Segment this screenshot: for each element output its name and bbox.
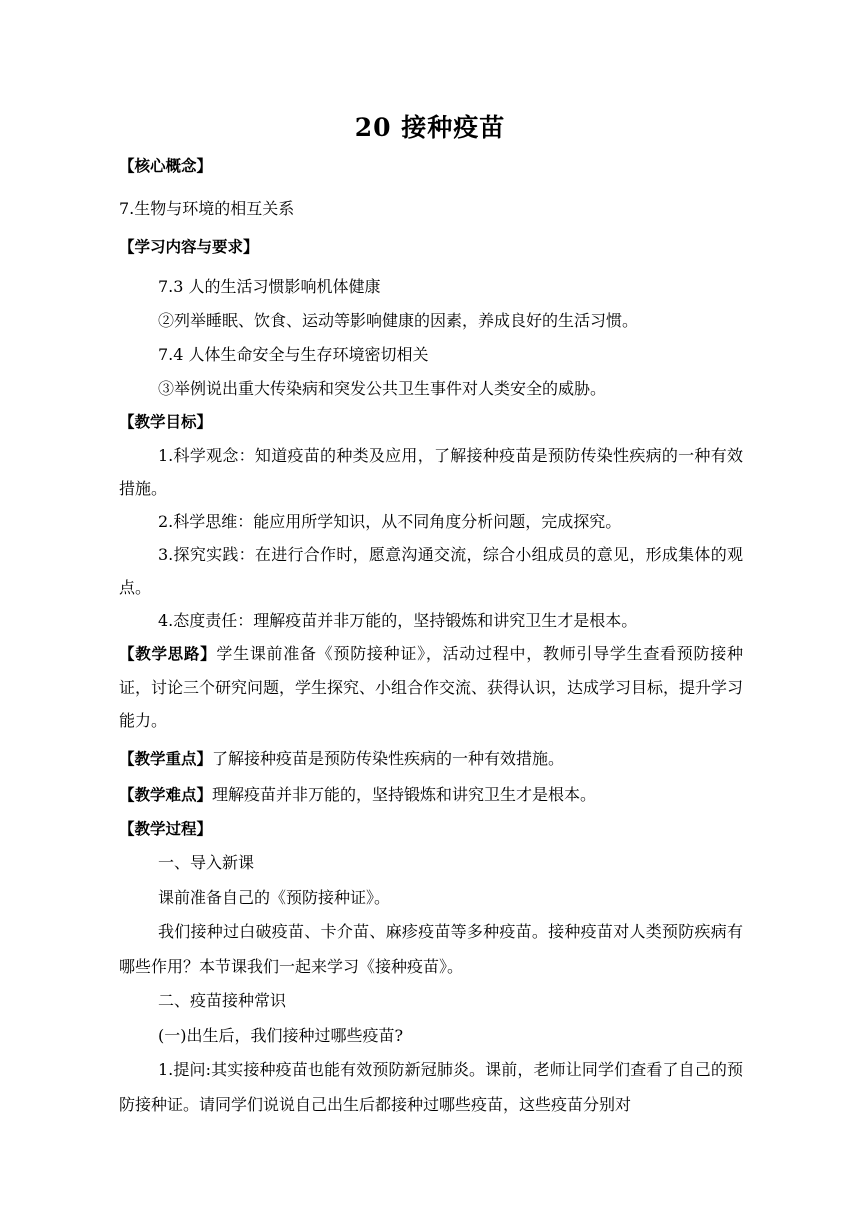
objective-item: 2.科学思维：能应用所学知识，从不同角度分析问题，完成探究。 — [158, 512, 622, 531]
objective-item: 3.探究实践：在进行合作时，愿意沟通交流，综合小组成员的意见，形成集体的观点。 — [119, 545, 743, 597]
difficult-point-text: 理解疫苗并非万能的，坚持锻炼和讲究卫生才是根本。 — [212, 785, 597, 804]
core-concept-text: 7.生物与环境的相互关系 — [119, 199, 295, 218]
process-item: (一)出生后，我们接种过哪些疫苗? — [158, 1025, 404, 1045]
approach-section — [119, 637, 743, 737]
core-concept-heading: 【核心概念】 — [119, 157, 213, 175]
page-title: 20 接种疫苗 — [354, 113, 506, 142]
objective-item: 4.态度责任：理解疫苗并非万能的，坚持锻炼和讲究卫生才是根本。 — [158, 611, 638, 630]
key-point-text: 了解接种疫苗是预防传染性疾病的一种有效措施。 — [212, 749, 565, 768]
process-section — [119, 813, 743, 846]
approach-text: 学生课前准备《预防接种证》，活动过程中，教师引导学生查看预防接种证，讨论三个研究问题，学生探究、小组合作交流、获得认识，达成学习目标，提升学习能力。 — [119, 644, 744, 730]
process-item: 一、导入新课 — [158, 853, 255, 872]
objectives-heading: 【教学目标】 — [119, 413, 213, 431]
learning-item: 7.3 人的生活习惯影响机体健康 — [158, 277, 381, 296]
objectives-section — [119, 406, 743, 439]
process-item: 1.提问:其实接种疫苗也能有效预防新冠肺炎。课前，老师让同学们查看了自己的预防接种证。请同学们说说自己出生后都接种过哪些疫苗，这些疫苗分别对 — [119, 1060, 743, 1114]
objectives-body — [119, 439, 743, 637]
key-point-heading: 【教学重点】 — [119, 750, 213, 768]
learning-item: 7.4 人体生命安全与生存环境密切相关 — [158, 345, 429, 364]
learning-content-body — [119, 270, 743, 406]
learning-item: ②列举睡眠、饮食、运动等影响健康的因素，养成良好的生活习惯。 — [158, 311, 639, 330]
core-concept-section — [119, 150, 743, 183]
objective-item: 1.科学观念：知道疫苗的种类及应用，了解接种疫苗是预防传染性疾病的一种有效措施。 — [119, 446, 743, 498]
approach-heading: 【教学思路】 — [119, 645, 217, 663]
process-item: 我们接种过白破疫苗、卡介苗、麻疹疫苗等多种疫苗。接种疫苗对人类预防疾病有哪些作用？本节课我们一起来学习《接种疫苗》。 — [119, 922, 743, 976]
core-concept-body — [119, 192, 743, 225]
process-heading: 【教学过程】 — [119, 820, 213, 838]
difficult-point-section — [119, 778, 743, 812]
difficult-point-heading: 【教学难点】 — [119, 786, 213, 804]
process-item: 二、疫苗接种常识 — [158, 991, 287, 1010]
process-item: 课前准备自己的《预防接种证》。 — [158, 887, 391, 907]
learning-item: ③举例说出重大传染病和突发公共卫生事件对人类安全的威胁。 — [158, 379, 607, 398]
learning-content-heading: 【学习内容与要求】 — [119, 238, 259, 256]
key-point-section — [119, 742, 743, 776]
learning-content-section — [119, 231, 743, 264]
process-body — [119, 846, 743, 1122]
